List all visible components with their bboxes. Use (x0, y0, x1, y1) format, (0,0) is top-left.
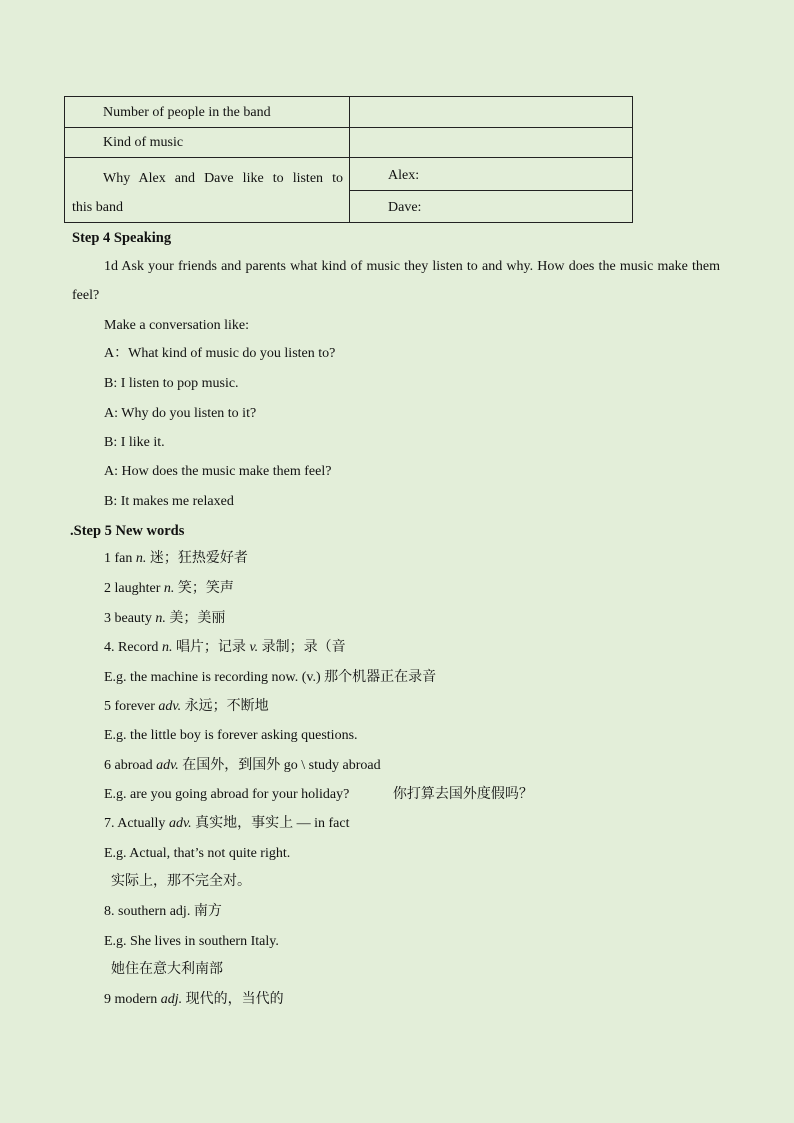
vocab-item: 3 beauty n. 美；美丽 (104, 610, 226, 626)
dialogue-line: B: I listen to pop music. (104, 376, 239, 391)
step4-heading: Step 4 Speaking (72, 230, 172, 246)
example-sentence: E.g. are you going abroad for your holiday? 你打算去国外度假吗？ (104, 786, 533, 802)
dialogue-line: B: It makes me relaxed (104, 494, 234, 509)
vocab-item: 4. Record n. 唱片；记录 v. 录制；录（音 (104, 639, 346, 655)
vocab-item: 7. Actually adv. 真实地，事实上 — in fact (104, 815, 350, 831)
example-sentence: E.g. She lives in southern Italy. (104, 934, 279, 949)
vocab-item: 6 abroad adv. 在国外，到国外 go \ study abroad (104, 757, 381, 773)
conversation-intro: Make a conversation like: (104, 318, 250, 333)
dialogue-line: A: How does the music make them feel? (104, 464, 332, 479)
vocab-item: 5 forever adv. 永远；不断地 (104, 698, 269, 714)
vocab-item: 9 modern adj. 现代的，当代的 (104, 991, 284, 1007)
example-sentence: E.g. Actual, that’s not quite right. (104, 846, 291, 861)
example-translation: 实际上，那不完全对。 (111, 873, 251, 889)
table-cell-answer[interactable] (350, 97, 633, 128)
vocab-item: 1 fan n. 迷；狂热爱好者 (104, 550, 248, 566)
vocab-item: 8. southern adj. 南方 (104, 903, 222, 919)
table-cell-dave[interactable]: Dave: (350, 190, 633, 223)
table-row (65, 158, 633, 191)
table-row (65, 97, 633, 128)
table-cell-label: Kind of music (65, 128, 350, 158)
step5-heading: .Step 5 New words (70, 523, 185, 539)
vocab-item: 2 laughter n. 笑；笑声 (104, 580, 234, 596)
example-translation: 她住在意大利南部 (111, 961, 223, 977)
example-sentence: E.g. the machine is recording now. (v.) 那个机器正在录音 (104, 669, 437, 685)
table-cell-label: Number of people in the band (65, 97, 350, 128)
dialogue-line: A: Why do you listen to it? (104, 406, 257, 421)
dialogue-line: B: I like it. (104, 435, 165, 450)
example-sentence: E.g. the little boy is forever asking questions. (104, 728, 358, 743)
dialogue-line: A：What kind of music do you listen to? (104, 346, 336, 361)
band-info-table (64, 96, 633, 223)
table-cell-label: Why Alex and Dave like to listen to this band (65, 158, 350, 223)
table-cell-alex[interactable]: Alex: (350, 158, 633, 191)
step4-task: 1d Ask your friends and parents what kind of music they listen to and why. How does the music make them feel? (72, 259, 721, 303)
table-row (65, 128, 633, 158)
table-cell-answer[interactable] (350, 128, 633, 158)
